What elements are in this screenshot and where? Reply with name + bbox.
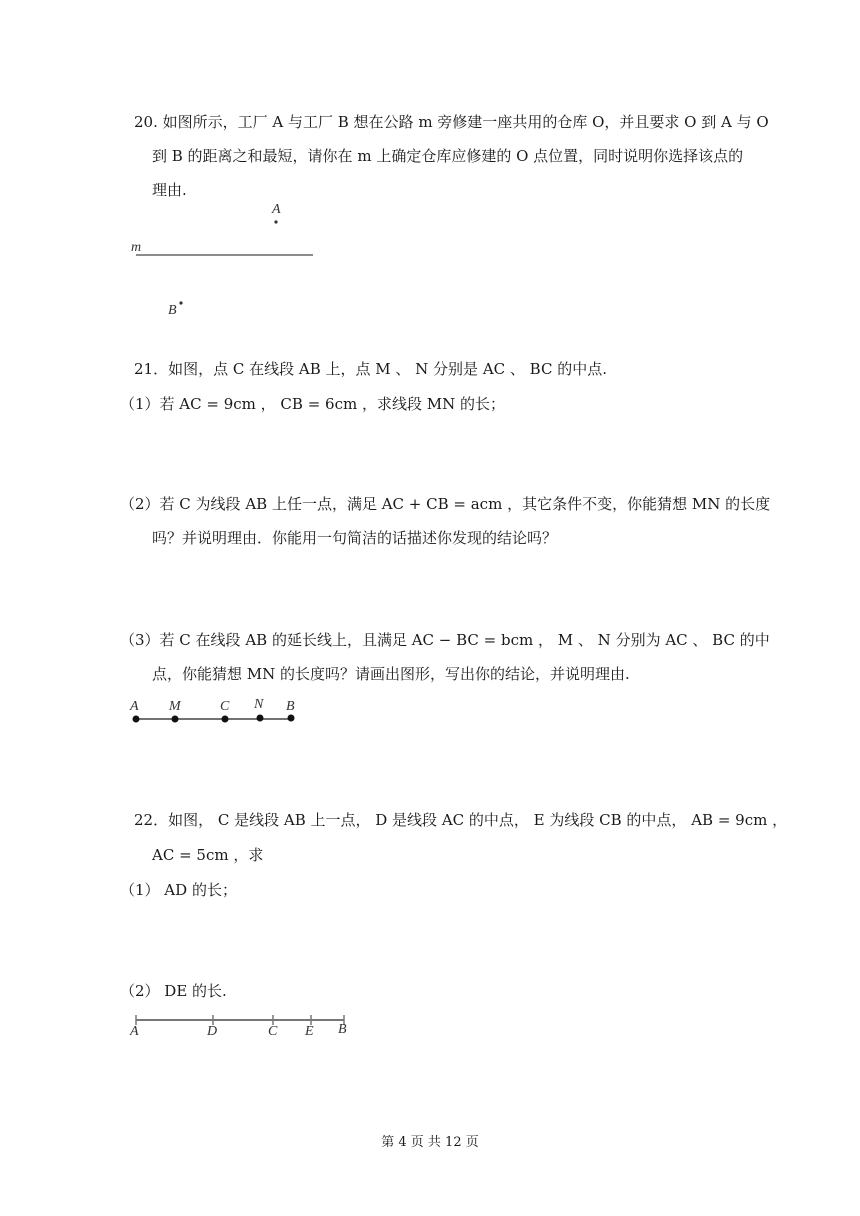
q22-part2: （2） DE 的长. [120, 982, 227, 1000]
q22-label-b: B [338, 1022, 347, 1037]
q21-label-c: C [220, 699, 230, 714]
q22-part1: （1） AD 的长； [120, 881, 237, 899]
q20-line3: 理由. [152, 181, 187, 199]
q20-line1: 20. 如图所示，工厂 A 与工厂 B 想在公路 m 旁修建一座共用的仓库 O，并且要求 O 到 A 与 O [134, 113, 769, 131]
q22-label-c: C [268, 1024, 278, 1039]
q20-label-b: B [168, 303, 177, 318]
q21-part2-line2: 吗？并说明理由．你能用一句简洁的话描述你发现的结论吗？ [152, 529, 558, 547]
q20-label-a: A [272, 202, 281, 217]
q21-part3-line2: 点，你能猜想 MN 的长度吗？请画出图形，写出你的结论，并说明理由. [152, 665, 630, 683]
q21-label-m: M [169, 699, 181, 714]
q22-label-e: E [305, 1024, 314, 1039]
q21-label-n: N [254, 697, 264, 712]
q21-label-a: A [130, 699, 139, 714]
q22-line2: AC = 5cm ，求 [152, 846, 264, 864]
q21-label-b: B [286, 699, 295, 714]
q21-part1: （1）若 AC = 9cm ， CB = 6cm ，求线段 MN 的长； [120, 395, 505, 413]
page-footer: 第 4 页 共 12 页 [381, 1135, 479, 1150]
q22-label-d: D [207, 1024, 218, 1039]
q20-line2: 到 B 的距离之和最短，请你在 m 上确定仓库应修建的 O 点位置，同时说明你选择该点的 [152, 147, 744, 165]
q21-part2-line1: （2）若 C 为线段 AB 上任一点，满足 AC + CB = acm ，其它条件不变，你能猜想 MN 的长度 [120, 495, 771, 513]
q21-intro: 21．如图，点 C 在线段 AB 上，点 M 、 N 分别是 AC 、 BC 的中点. [134, 360, 607, 378]
q22-line1: 22．如图， C 是线段 AB 上一点， D 是线段 AC 的中点， E 为线段 CB 的中点， AB = 9cm ， [134, 811, 788, 829]
q21-part3-line1: （3）若 C 在线段 AB 的延长线上，且满足 AC − BC = bcm ， M 、 N 分别为 AC 、 BC 的中 [120, 631, 770, 649]
q20-label-m: m [131, 240, 142, 255]
q22-label-a: A [130, 1024, 139, 1039]
